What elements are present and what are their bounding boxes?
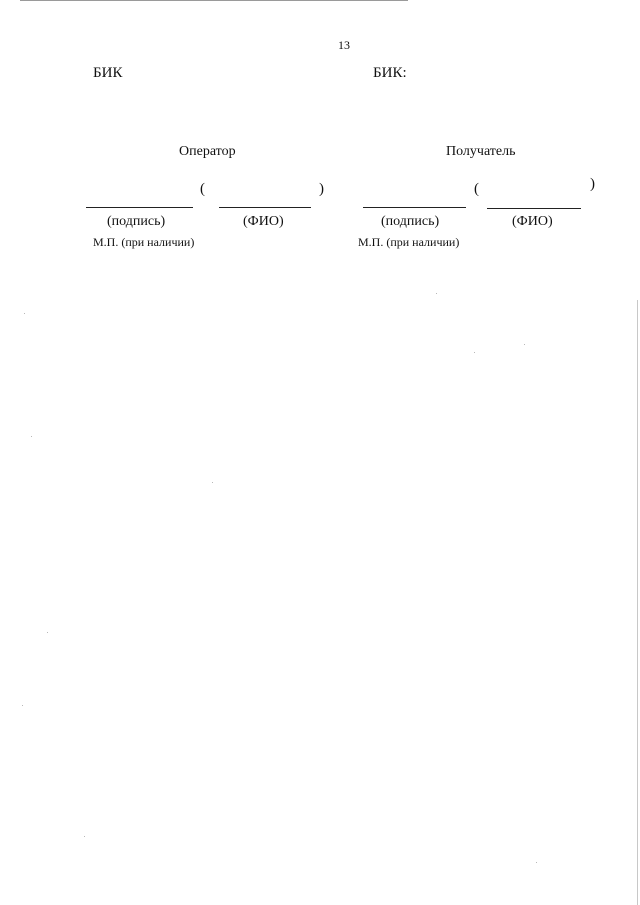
operator-name-caption: (ФИО) [243, 214, 284, 229]
recipient-name-caption: (ФИО) [512, 214, 553, 229]
operator-close-paren: ) [319, 181, 324, 197]
recipient-open-paren: ( [474, 181, 479, 197]
scan-edge-right [637, 300, 638, 905]
scan-speck [524, 344, 525, 345]
recipient-name-line [487, 208, 581, 209]
operator-bik-label: БИК [93, 65, 123, 81]
recipient-close-paren: ) [590, 176, 595, 192]
operator-stamp-note: М.П. (при наличии) [93, 235, 195, 249]
scan-speck [436, 293, 437, 294]
operator-heading: Оператор [179, 144, 236, 159]
recipient-signature-caption: (подпись) [381, 214, 440, 229]
recipient-heading: Получатель [446, 144, 516, 159]
page-number: 13 [338, 38, 350, 52]
operator-signature-caption: (подпись) [107, 214, 166, 229]
scan-speck [24, 313, 25, 314]
recipient-stamp-note: М.П. (при наличии) [358, 235, 460, 249]
scan-speck [536, 862, 537, 863]
recipient-bik-label: БИК: [373, 65, 407, 81]
recipient-signature-line [363, 207, 466, 208]
scan-speck [31, 436, 32, 437]
scan-edge-top [20, 0, 408, 1]
scan-speck [212, 482, 213, 483]
scan-speck [474, 352, 475, 353]
scan-speck [84, 836, 85, 837]
operator-open-paren: ( [200, 181, 205, 197]
scan-speck [22, 705, 23, 706]
operator-signature-line [86, 207, 193, 208]
scan-speck [47, 632, 48, 633]
operator-name-line [219, 207, 311, 208]
